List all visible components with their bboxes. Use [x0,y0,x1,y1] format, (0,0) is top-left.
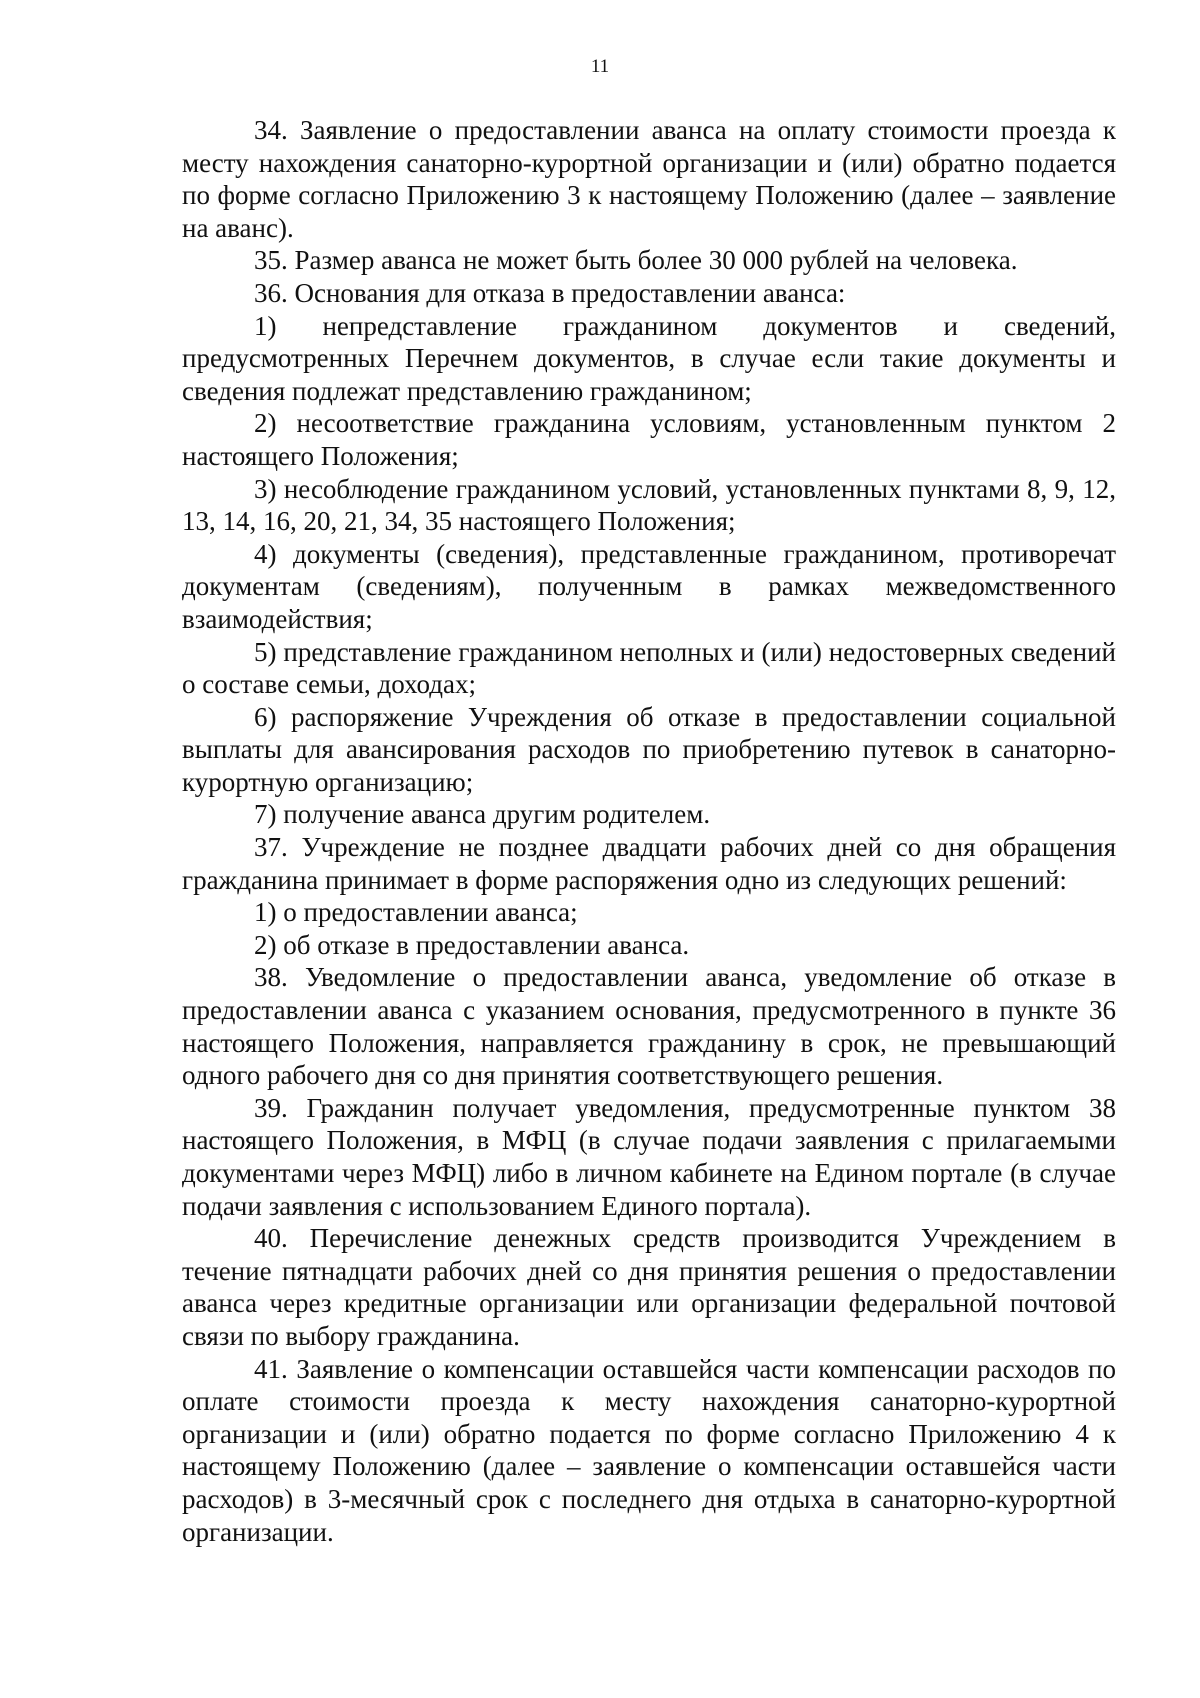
page-number: 11 [590,56,610,77]
paragraph-41: 41. Заявление о компенсации оставшейся части компенсации расходов по оплате стоимости проезда к месту нахождения санаторно-курортной организации и (или) обратно подается по форме согласно Приложению 4 к настоящему Положению (далее – заявление о компенсации оставшейся части расходов) в 3-месячный срок с последнего дня отдыха в санаторно-курортной организации. [182,1353,1116,1547]
paragraph-35: 35. Размер аванса не может быть более 30 000 рублей на человека. [254,245,1018,276]
paragraph-34: 34. Заявление о предоставлении аванса на оплату стоимости проезда к месту нахождения санаторно-курортной организации и (или) обратно подается по форме согласно Приложению 3 к настоящему Положению (далее – заявление на аванс). [182,115,1116,243]
paragraph-38: 38. Уведомление о предоставлении аванса, уведомление об отказе в предоставлении аванса с указанием основания, предусмотренного в пункте 36 настоящего Положения, направляется гражданину в срок, не превышающий одного рабочего дня со дня принятия соответствующего решения. [182,962,1116,1091]
paragraph-39: 39. Гражданин получает уведомления, предусмотренные пунктом 38 настоящего Положения, в МФЦ (в случае подачи заявления с прилагаемыми документами через МФЦ) либо в личном кабинете на Едином портале (в случае подачи заявления с использованием Единого портала). [182,1092,1116,1221]
paragraph-36-item-7: 7) получение аванса другим родителем. [254,799,711,830]
paragraph-36-item-1: 1) непредставление гражданином документов и сведений, предусмотренных Перечнем документов, в случае если такие документы и сведения подлежат представлению гражданином; [182,310,1116,406]
paragraph-36-item-2: 2) несоответствие гражданина условиям, установленным пунктом 2 настоящего Положения; [182,408,1116,471]
paragraph-37-item-1: 1) о предоставлении аванса; [254,897,578,928]
document-body [182,114,1116,1548]
paragraph-37: 37. Учреждение не позднее двадцати рабочих дней со дня обращения гражданина принимает в форме распоряжения одно из следующих решений: [182,832,1116,895]
paragraph-40: 40. Перечисление денежных средств производится Учреждением в течение пятнадцати рабочих дней со дня принятия решения о предоставлении аванса через кредитные организации или организации федеральной почтовой связи по выбору гражданина. [182,1223,1116,1351]
paragraph-36-item-3: 3) несоблюдение гражданином условий, установленных пунктами 8, 9, 12, 13, 14, 16, 20, 21, 34, 35 настоящего Положения; [182,473,1116,537]
paragraph-36: 36. Основания для отказа в предоставлении аванса: [254,277,846,308]
paragraph-36-item-6: 6) распоряжение Учреждения об отказе в предоставлении социальной выплаты для авансирования расходов по приобретению путевок в санаторно-курортную организацию; [182,701,1116,797]
paragraph-36-item-4: 4) документы (сведения), представленные гражданином, противоречат документам (сведениям), полученным в рамках межведомственного взаимодействия; [182,538,1116,634]
paragraph-36-item-5: 5) представление гражданином неполных и (или) недостоверных сведений о составе семьи, доходах; [182,636,1116,700]
paragraph-37-item-2: 2) об отказе в предоставлении аванса. [254,929,690,960]
